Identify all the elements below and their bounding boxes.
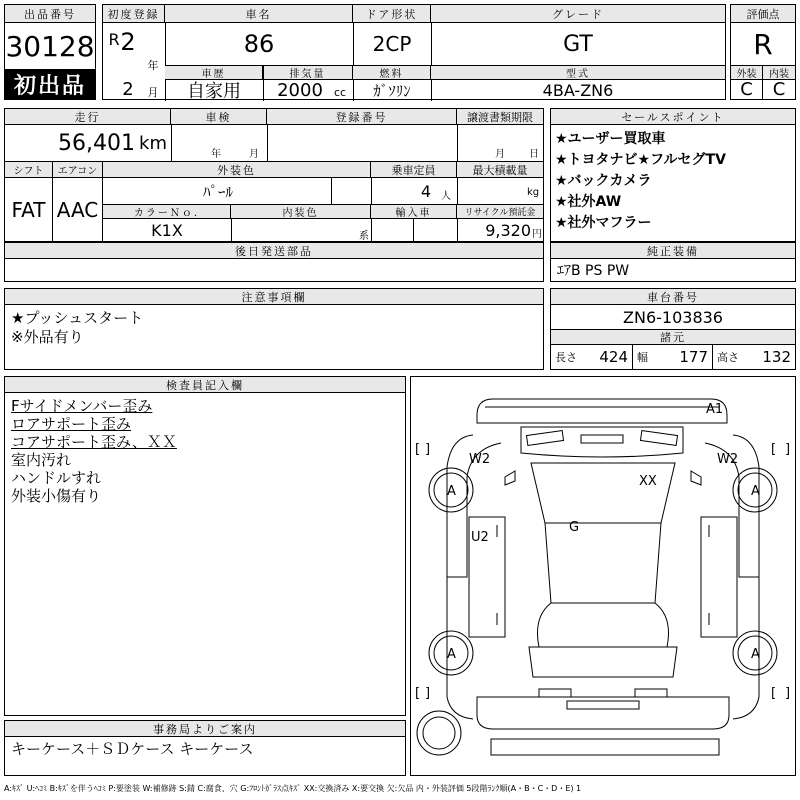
bracket-right-1: ] bbox=[425, 442, 431, 457]
bracket-right-4: ] bbox=[785, 686, 791, 701]
damage-legend: A:ｷｽﾞ U:ﾍｺﾐ B:ｷｽﾞを伴うﾍｺﾐ P:要塗装 W:補修跡 S:錆 C:腐食、穴 G:ﾌﾛﾝﾄｶﾞﾗｽ点ｷｽﾞ XX:交換済み X:要交換 欠:欠品 内・外装評価 5段階ﾗﾝｸ順(A・B・C・D・E) 1 bbox=[4, 783, 582, 793]
exterior-color-label: 外装色 bbox=[103, 162, 371, 178]
interior-color-label: 内装色 bbox=[231, 205, 371, 219]
roof bbox=[545, 523, 661, 603]
first-registration-label: 初度登録 bbox=[103, 5, 165, 23]
capacity-unit: 人 bbox=[441, 191, 451, 202]
sales-point-item: ★トヨタナビ★フルセグTV bbox=[555, 152, 726, 168]
score-label: 評価点 bbox=[731, 5, 795, 23]
lot-number: 30128 bbox=[5, 29, 95, 63]
interior-grade: C bbox=[772, 80, 786, 99]
mark-g: G bbox=[569, 520, 580, 535]
tire-mark-front-right: A bbox=[751, 484, 760, 499]
interior-color-unit: 系 bbox=[359, 231, 369, 242]
model-code: 4BA-ZN6 bbox=[542, 80, 614, 100]
import-label: 輸入車 bbox=[371, 205, 457, 219]
car-diagram bbox=[411, 377, 795, 775]
shift-label: シフト bbox=[5, 162, 53, 178]
inspection-month-unit: 月 bbox=[249, 149, 259, 160]
lot-number-box bbox=[4, 4, 96, 100]
recycle-deposit: 9,320 bbox=[485, 220, 531, 240]
office-label: 事務局よりご案内 bbox=[5, 721, 405, 737]
era: R bbox=[108, 29, 120, 49]
capacity: 4 bbox=[420, 181, 431, 201]
office-box bbox=[4, 720, 406, 776]
sales-point-item: ★ユーザー買取車 bbox=[555, 131, 666, 147]
height-value: 132 bbox=[762, 348, 791, 366]
sales-points-label: セールスポイント bbox=[551, 109, 795, 125]
car-name: 86 bbox=[243, 30, 275, 58]
bracket-left-3: [ bbox=[415, 686, 421, 701]
spare-tire bbox=[417, 711, 461, 755]
width-label: 幅 bbox=[637, 351, 648, 364]
displacement-label: 排気量 bbox=[263, 66, 353, 80]
sales-points-box bbox=[550, 108, 796, 242]
later-parts-label: 後日発送部品 bbox=[5, 243, 543, 259]
plate-label: 登録番号 bbox=[267, 109, 457, 125]
cc-unit: cc bbox=[333, 85, 347, 99]
windshield bbox=[531, 463, 675, 523]
inspection-label: 車検 bbox=[171, 109, 267, 125]
standard-equipment-value: ｴｱB PS PW bbox=[557, 263, 630, 279]
standard-equipment-label: 純正装備 bbox=[551, 243, 795, 259]
mark-xx: XX bbox=[639, 474, 657, 489]
ac: AAC bbox=[53, 178, 103, 241]
mark-w2-right: W2 bbox=[717, 452, 739, 467]
year-unit: 年 bbox=[147, 59, 159, 71]
usage-history: 自家用 bbox=[187, 81, 241, 100]
chassis-label: 車台番号 bbox=[551, 289, 795, 305]
transfer-label: 譲渡書類期限 bbox=[457, 109, 543, 125]
inspector-notes bbox=[11, 397, 177, 505]
model-label: 型式 bbox=[431, 66, 725, 80]
mark-a1: A1 bbox=[706, 402, 724, 417]
interior-grade-label: 内装 bbox=[763, 66, 795, 80]
car-name-label: 車名 bbox=[165, 5, 353, 23]
load-unit: kg bbox=[527, 187, 540, 198]
tire-mark-front-left: A bbox=[447, 484, 456, 499]
evaluation-score: R bbox=[753, 27, 773, 61]
inspector-line: 外装小傷有り bbox=[11, 487, 102, 505]
fuel: ｶﾞｿﾘﾝ bbox=[373, 81, 411, 100]
mark-u2: U2 bbox=[471, 530, 489, 545]
history-label: 車歴 bbox=[165, 66, 263, 80]
note-item: ※外品有り bbox=[11, 328, 84, 346]
chassis-box bbox=[550, 288, 796, 370]
score-box bbox=[730, 4, 796, 100]
km-unit: km bbox=[139, 132, 167, 154]
notes-label: 注意事項欄 bbox=[5, 289, 543, 305]
inspector-box bbox=[4, 376, 406, 716]
dimensions-label: 諸元 bbox=[551, 329, 795, 345]
month-unit: 月 bbox=[147, 86, 159, 99]
front-bumper-outline bbox=[477, 399, 727, 423]
color-no-label: カラーＮｏ. bbox=[103, 205, 231, 219]
inspector-line: 室内汚れ bbox=[11, 451, 72, 469]
note-item: ★プッシュスタート bbox=[11, 309, 144, 327]
first-listing-badge: 初出品 bbox=[5, 69, 95, 99]
later-parts-box bbox=[4, 242, 544, 282]
sales-point-item: ★社外マフラー bbox=[555, 215, 652, 231]
sales-point-item: ★バックカメラ bbox=[555, 173, 652, 189]
tire-mark-rear-right: A bbox=[751, 647, 760, 662]
width-value: 177 bbox=[679, 348, 708, 366]
load-label: 最大積載量 bbox=[457, 162, 543, 178]
trunk bbox=[529, 647, 677, 677]
inspector-line: コアサポート歪み、ＸＸ bbox=[11, 433, 177, 451]
later-parts-value bbox=[5, 259, 543, 281]
vehicle-header-box bbox=[102, 4, 726, 100]
rear-bumper-outline bbox=[477, 697, 729, 729]
tire-mark-rear-left: A bbox=[447, 647, 456, 662]
ac-label: エアコン bbox=[53, 162, 103, 178]
grade: GT bbox=[563, 31, 593, 57]
car-diagram-box bbox=[410, 376, 796, 776]
spec-box bbox=[4, 108, 544, 242]
sales-point-item: ★社外AW bbox=[555, 194, 622, 210]
sales-points-list bbox=[555, 129, 726, 234]
right-door bbox=[701, 517, 737, 637]
transfer-month-unit: 月 bbox=[495, 149, 505, 160]
office-message: キーケース＋ＳＤケース キーケース bbox=[11, 739, 254, 758]
hood-outline bbox=[521, 427, 683, 457]
registration-month: 2 bbox=[122, 78, 134, 100]
exterior-color: ﾊﾟｰﾙ bbox=[202, 182, 233, 201]
registration-year: 2 bbox=[120, 28, 136, 56]
notes-box bbox=[4, 288, 544, 370]
inspection-year-unit: 年 bbox=[211, 149, 221, 160]
fuel-label: 燃料 bbox=[353, 66, 431, 80]
mark-w2-left: W2 bbox=[469, 452, 491, 467]
bracket-left-4: [ bbox=[771, 686, 777, 701]
recycle-label: リサイクル預託金 bbox=[457, 205, 543, 219]
rear-window bbox=[538, 603, 669, 647]
bracket-left-2: [ bbox=[771, 442, 777, 457]
exterior-grade: C bbox=[731, 80, 763, 99]
grade-label: グレード bbox=[431, 5, 725, 23]
yen-unit: 円 bbox=[532, 229, 542, 240]
bracket-left-1: [ bbox=[415, 442, 421, 457]
mileage: 56,401 bbox=[58, 130, 135, 156]
exterior-grade-label: 外装 bbox=[731, 66, 763, 80]
inspector-line: ハンドルすれ bbox=[11, 469, 102, 487]
standard-equipment-box bbox=[550, 242, 796, 282]
length-value: 424 bbox=[599, 348, 628, 366]
door-type-label: ドア形状 bbox=[353, 5, 431, 23]
transfer-day-unit: 日 bbox=[529, 149, 539, 160]
length-label: 長さ bbox=[555, 351, 577, 364]
height-label: 高さ bbox=[717, 351, 739, 364]
bracket-right-2: ] bbox=[785, 442, 791, 457]
inspector-line: ロアサポート歪み bbox=[11, 415, 132, 433]
displacement: 2000 bbox=[277, 80, 323, 100]
inspector-line: Fサイドメンバー歪み bbox=[11, 397, 153, 415]
capacity-label: 乗車定員 bbox=[371, 162, 457, 178]
mileage-label: 走行 bbox=[5, 109, 171, 125]
chassis-number: ZN6-103836 bbox=[623, 307, 723, 327]
notes-list bbox=[11, 309, 143, 347]
inspector-label: 検査員記入欄 bbox=[5, 377, 405, 393]
color-number: K1X bbox=[151, 220, 183, 240]
door-type: 2CP bbox=[372, 32, 412, 56]
bracket-right-3: ] bbox=[425, 686, 431, 701]
lot-number-label: 出品番号 bbox=[5, 5, 95, 23]
shift: FAT bbox=[5, 178, 53, 241]
